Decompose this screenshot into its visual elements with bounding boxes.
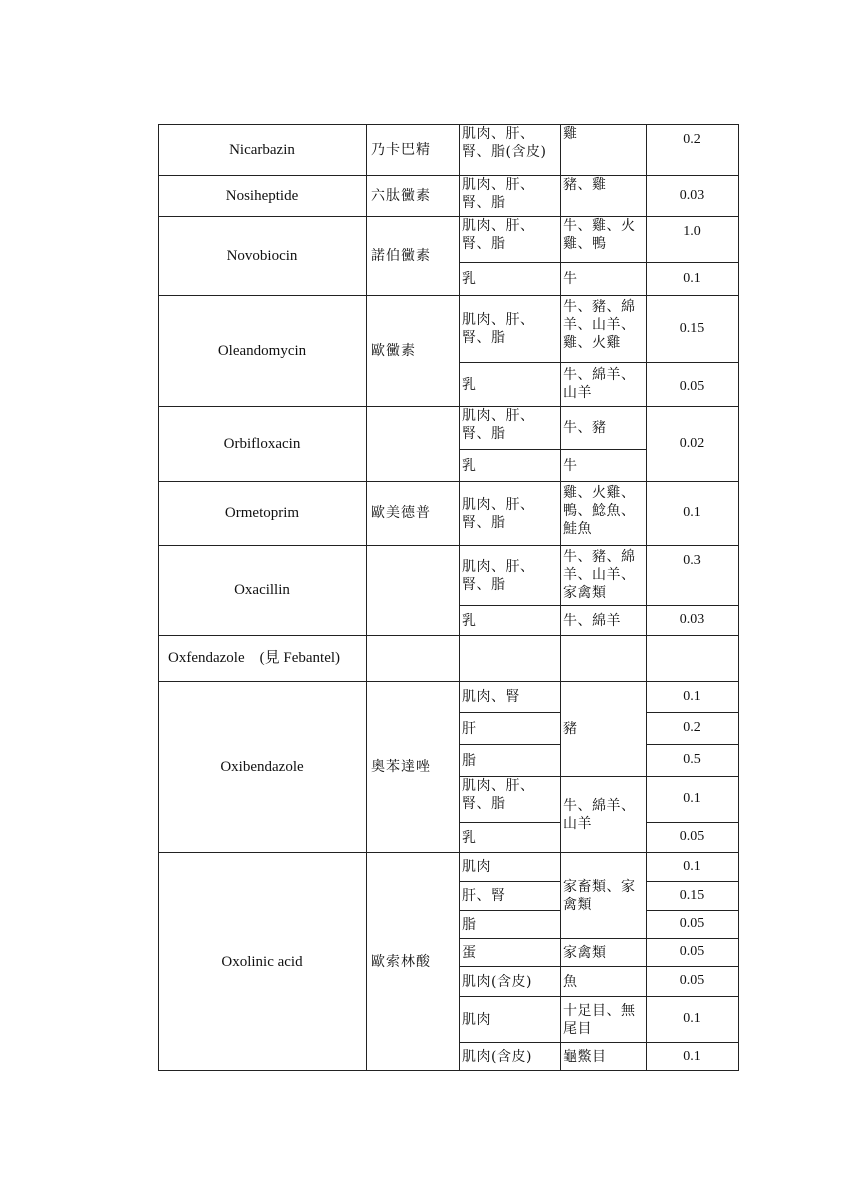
drug-chinese-name-cell: 諾伯黴素 xyxy=(371,247,431,264)
row-divider xyxy=(459,881,560,882)
tissue-cell: 肌肉 xyxy=(462,1011,491,1028)
mrl-value-cell: 0.1 xyxy=(683,270,701,286)
tissue-cell: 乳 xyxy=(462,271,477,287)
drug-name-cell: Oxfendazole (見 Febantel) xyxy=(168,650,341,666)
tissue-cell: 肌肉、肝、腎、脂 xyxy=(462,177,535,211)
row-divider xyxy=(158,406,739,407)
tissue-cell: 肌肉、肝、腎、脂 xyxy=(462,408,535,442)
drug-chinese-name-cell: 乃卡巴精 xyxy=(371,141,431,158)
drug-name-cell: Oleandomycin xyxy=(217,342,307,359)
tissue-cell: 肌肉、腎 xyxy=(462,689,520,705)
tissue-cell: 肌肉、肝、腎、脂 xyxy=(462,312,535,346)
tissue-cell: 脂 xyxy=(462,752,477,769)
column-divider xyxy=(366,124,367,1071)
species-cell: 牛、豬 xyxy=(563,420,607,436)
tissue-cell: 脂 xyxy=(462,916,477,933)
drug-name-cell: Nicarbazin xyxy=(229,141,295,158)
row-divider xyxy=(158,295,739,296)
drug-chinese-name-cell: 奧苯達唑 xyxy=(371,758,431,775)
drug-name-cell: Oxacillin xyxy=(234,582,290,598)
drug-chinese-name-cell: 歐黴素 xyxy=(371,342,416,359)
species-cell: 豬 xyxy=(563,721,578,737)
row-divider xyxy=(459,966,739,967)
row-divider xyxy=(158,681,739,682)
mrl-value-cell: 0.05 xyxy=(679,944,705,959)
table-border xyxy=(738,124,739,1071)
tissue-cell: 肌肉、肝、腎、脂 xyxy=(462,496,535,531)
species-cell: 雞、火雞、鴨、鯰魚、鮭魚 xyxy=(563,485,636,537)
species-cell: 牛 xyxy=(563,271,578,287)
tissue-cell: 乳 xyxy=(462,829,477,846)
mrl-value-cell: 0.03 xyxy=(679,187,705,203)
column-divider xyxy=(646,124,647,1071)
species-cell: 雞 xyxy=(563,126,578,142)
mrl-value-cell: 0.1 xyxy=(683,858,701,874)
mrl-value-cell: 0.2 xyxy=(683,132,701,147)
row-divider xyxy=(459,262,739,263)
drug-chinese-name-cell: 六肽黴素 xyxy=(371,187,431,204)
mrl-value-cell: 0.05 xyxy=(679,379,705,394)
species-cell: 十足目、無尾目 xyxy=(563,1002,636,1037)
row-divider xyxy=(459,822,560,823)
tissue-cell: 乳 xyxy=(462,457,477,474)
species-cell: 牛 xyxy=(563,457,578,474)
row-divider xyxy=(459,744,560,745)
species-cell: 牛、豬、綿羊、山羊、家禽類 xyxy=(563,549,636,601)
mrl-value-cell: 0.05 xyxy=(679,973,705,988)
tissue-cell: 乳 xyxy=(462,612,477,629)
species-cell: 牛、綿羊 xyxy=(563,612,621,629)
drug-chinese-name-cell xyxy=(366,406,459,481)
row-divider xyxy=(459,910,560,911)
tissue-cell: 肝 xyxy=(462,720,477,737)
mrl-value-cell: 0.15 xyxy=(679,320,705,336)
table-border xyxy=(158,124,159,1071)
tissue-cell: 乳 xyxy=(462,376,477,393)
tissue-cell: 肌肉、肝、腎、脂 xyxy=(462,558,535,593)
drug-name-cell: Novobiocin xyxy=(226,247,298,264)
row-divider xyxy=(646,712,739,713)
row-divider xyxy=(158,545,739,546)
mrl-value-cell: 0.02 xyxy=(679,435,705,451)
row-divider xyxy=(459,996,739,997)
mrl-value-cell: 0.03 xyxy=(679,612,705,627)
row-divider xyxy=(459,712,560,713)
row-divider xyxy=(459,938,739,939)
mrl-value-cell: 0.05 xyxy=(679,916,705,931)
row-divider xyxy=(158,852,739,853)
species-cell: 牛、綿羊、山羊 xyxy=(563,797,636,832)
drug-chinese-name-cell: 歐美德普 xyxy=(371,505,431,521)
tissue-cell: 肌肉(含皮) xyxy=(462,973,532,990)
mrl-value-cell: 0.05 xyxy=(679,829,705,844)
row-divider xyxy=(158,175,739,176)
drug-chinese-name-cell xyxy=(366,545,459,635)
drug-name-cell: Oxolinic acid xyxy=(221,953,303,970)
drug-name-cell: Oxibendazole xyxy=(220,758,304,775)
tissue-cell: 肌肉(含皮) xyxy=(462,1049,532,1065)
mrl-value-cell: 1.0 xyxy=(683,224,701,239)
row-divider xyxy=(459,605,739,606)
drug-name-cell: Ormetoprim xyxy=(224,505,300,521)
row-divider xyxy=(646,881,739,882)
row-divider xyxy=(459,362,739,363)
tissue-cell: 蛋 xyxy=(462,944,477,961)
mrl-value-cell: 0.1 xyxy=(683,688,701,704)
row-divider xyxy=(459,449,646,450)
tissue-cell: 肌肉、肝、腎、脂 xyxy=(462,218,535,252)
row-divider xyxy=(646,910,739,911)
species-cell: 牛、綿羊、山羊 xyxy=(563,367,636,401)
tissue-cell: 肝、腎 xyxy=(462,888,506,904)
drug-name-cell: Nosiheptide xyxy=(225,187,299,204)
mrl-value-cell: 0.1 xyxy=(683,791,701,806)
species-cell: 豬、雞 xyxy=(563,177,607,193)
row-divider xyxy=(158,481,739,482)
mrl-value-cell: 0.1 xyxy=(683,1011,701,1026)
row-divider xyxy=(646,822,739,823)
row-divider xyxy=(158,635,739,636)
species-cell: 家畜類、家禽類 xyxy=(563,878,636,913)
row-divider xyxy=(459,776,739,777)
tissue-cell: 肌肉、肝、腎、脂(含皮) xyxy=(462,126,547,160)
species-cell: 龜鱉目 xyxy=(563,1049,607,1065)
column-divider xyxy=(560,124,561,1071)
tissue-cell: 肌肉 xyxy=(462,859,491,875)
species-cell: 牛、雞、火雞、鴨 xyxy=(563,218,636,252)
row-divider xyxy=(646,744,739,745)
row-divider xyxy=(158,216,739,217)
table-border xyxy=(158,1070,739,1071)
column-divider xyxy=(459,124,460,1071)
mrl-value-cell: 0.1 xyxy=(683,505,701,520)
table-border xyxy=(158,124,739,125)
row-divider xyxy=(459,1042,739,1043)
mrl-value-cell: 0.2 xyxy=(683,720,701,735)
mrl-value-cell: 0.1 xyxy=(683,1048,701,1064)
species-cell: 魚 xyxy=(563,973,578,990)
drug-chinese-name-cell: 歐索林酸 xyxy=(371,953,431,970)
drug-name-cell: Orbifloxacin xyxy=(223,435,301,452)
species-cell: 牛、豬、綿羊、山羊、雞、火雞 xyxy=(563,299,636,351)
tissue-cell: 肌肉、肝、腎、脂 xyxy=(462,778,535,812)
mrl-value-cell: 0.3 xyxy=(683,553,701,568)
mrl-value-cell: 0.15 xyxy=(679,887,705,903)
species-cell: 家禽類 xyxy=(563,944,607,961)
mrl-value-cell: 0.5 xyxy=(683,752,701,767)
